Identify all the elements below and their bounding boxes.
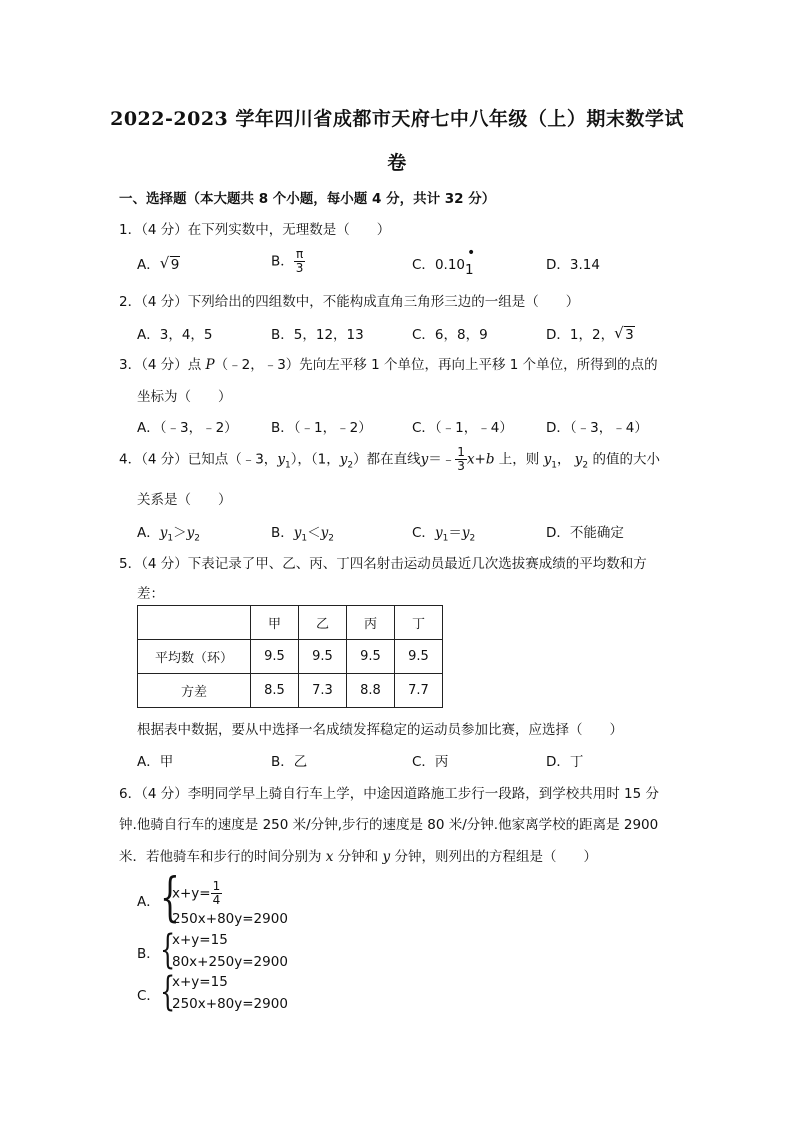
page-title: 2022-2023 学年四川省成都市天府七中八年级（上）期末数学试	[110, 108, 684, 130]
q6-option-c-label: C．	[137, 988, 160, 1004]
q6-a-equation-1: x+y= $\frac{1}{4}$	[172, 879, 221, 908]
q1-option-b	[271, 248, 305, 275]
q1-option-c	[412, 245, 476, 278]
question-5-stem: 5．（4 分）下表记录了甲、乙、丙、丁四名射击运动员最近几次选拔赛成绩的平均数和方	[119, 556, 647, 572]
q6-c-equation-2: 250x+80y=2900	[172, 996, 288, 1012]
question-5-followup: 根据表中数据，要从中选择一名成绩发挥稳定的运动员参加比赛，应选择（ ）	[137, 722, 623, 738]
question-6-stem-line3: 米．若他骑车和步行的时间分别为 x 分钟和 y 分钟，则列出的方程组是（ ）	[119, 849, 597, 865]
table-cell: 丁	[395, 606, 443, 640]
option-label: A．	[137, 257, 160, 273]
numerator: π	[295, 247, 304, 261]
table-row	[138, 674, 443, 708]
q3-option-c: C．（﹣1，﹣4）	[412, 420, 513, 436]
q6-option-a-label: A．	[137, 894, 160, 910]
q6-b-equation-2: 80x+250y=2900	[172, 954, 288, 970]
denominator: 3	[295, 261, 304, 276]
question-3-stem-line2: 坐标为（ ）	[137, 389, 232, 405]
q6-option-b-label: B．	[137, 946, 160, 962]
table-cell: 平均数（环）	[138, 640, 251, 674]
question-6-stem-line2: 钟.他骑自行车的速度是 250 米/分钟,步行的速度是 80 米/分钟.他家离学校的距离是 2900	[119, 817, 659, 833]
table-cell: 丙	[347, 606, 395, 640]
q4-option-a: A．$y_1>y_2$	[137, 525, 200, 544]
question-4-stem-line2: 关系是（ ）	[137, 492, 232, 508]
q5-option-b: B．乙	[271, 754, 308, 770]
q6-b-equation-1: x+y=15	[172, 932, 228, 948]
fraction	[294, 248, 306, 275]
table-cell: 7.7	[395, 674, 443, 708]
question-2-stem: 2．（4 分）下列给出的四组数中，不能构成直角三角形三边的一组是（ ）	[119, 294, 580, 310]
scores-table	[137, 605, 443, 708]
table-cell: 8.8	[347, 674, 395, 708]
q1-option-d: D．3.14	[546, 257, 600, 273]
option-label: C．	[412, 257, 435, 273]
q3-option-b: B．（﹣1，﹣2）	[271, 420, 372, 436]
table-cell: 9.5	[251, 640, 299, 674]
left-brace-icon: {	[160, 868, 180, 928]
q6-a-equation-2: 250x+80y=2900	[172, 911, 288, 927]
table-cell: 8.5	[251, 674, 299, 708]
question-5-stem-line2: 差：	[137, 586, 164, 602]
q2-option-c: C．6，8，9	[412, 327, 488, 343]
q6-c-equation-1: x+y=15	[172, 974, 228, 990]
table-cell: 7.3	[299, 674, 347, 708]
option-label: D．1，2，	[546, 327, 615, 343]
repeating-digit: • 1	[465, 245, 476, 278]
option-label: B．	[271, 253, 294, 270]
sqrt-symbol: √ 9	[159, 254, 180, 273]
q2-option-d	[546, 323, 635, 343]
decimal-value: 0.10	[434, 257, 465, 273]
q3-option-d: D．（﹣3，﹣4）	[546, 420, 648, 436]
q4-option-b: B．$y_1<y_2$	[271, 525, 335, 544]
left-brace-icon: {	[160, 927, 176, 973]
q2-option-a: A．3，4，5	[137, 327, 213, 343]
fraction: $\frac{1}{3}$	[457, 445, 465, 474]
section-heading: 一、选择题（本大题共 8 个小题，每小题 4 分，共计 32 分）	[119, 191, 496, 207]
q4-option-c: C．$y_1=y_2$	[412, 525, 476, 544]
table-cell: 9.5	[395, 640, 443, 674]
repeat-dot-icon: •	[467, 245, 476, 261]
left-brace-icon: {	[160, 969, 176, 1015]
question-4-stem: 4．（4 分）已知点（﹣3，$y_1$），（1，$y_2$）都在直线y＝﹣ $\frac{1}{3}$ x+b 上，则 $y_1$， $y_2$ 的值的大小	[119, 445, 660, 474]
q3-option-a: A．（﹣3，﹣2）	[137, 420, 238, 436]
table-cell: 乙	[299, 606, 347, 640]
table-header-row	[138, 606, 443, 640]
radicand: 3	[625, 327, 634, 343]
question-3-stem: 3．（4 分）点 P（﹣2，﹣3）先向左平移 1 个单位，再向上平移 1 个单位，所得到的点的	[119, 357, 658, 373]
q5-option-c: C．丙	[412, 754, 449, 770]
table-cell	[138, 606, 251, 640]
q4-option-d: D．不能确定	[546, 525, 624, 541]
q1-option-a	[137, 253, 180, 273]
page-title-continued: 卷	[387, 152, 407, 174]
q5-option-d: D．丁	[546, 754, 584, 770]
table-cell: 9.5	[299, 640, 347, 674]
table-cell: 9.5	[347, 640, 395, 674]
sqrt-symbol: √ 3	[614, 324, 634, 343]
question-1-stem: 1．（4 分）在下列实数中，无理数是（ ）	[119, 222, 391, 238]
radicand: 9	[170, 257, 180, 273]
question-6-stem: 6．（4 分）李明同学早上骑自行车上学，中途因道路施工步行一段路，到学校共用时 15 分	[119, 786, 659, 802]
point-name: P	[205, 357, 215, 373]
table-cell: 甲	[251, 606, 299, 640]
table-row	[138, 640, 443, 674]
q5-option-a: A．甲	[137, 754, 174, 770]
fraction: $\frac{1}{4}$	[212, 879, 221, 908]
table-cell: 方差	[138, 674, 251, 708]
q2-option-b: B．5，12，13	[271, 327, 364, 343]
